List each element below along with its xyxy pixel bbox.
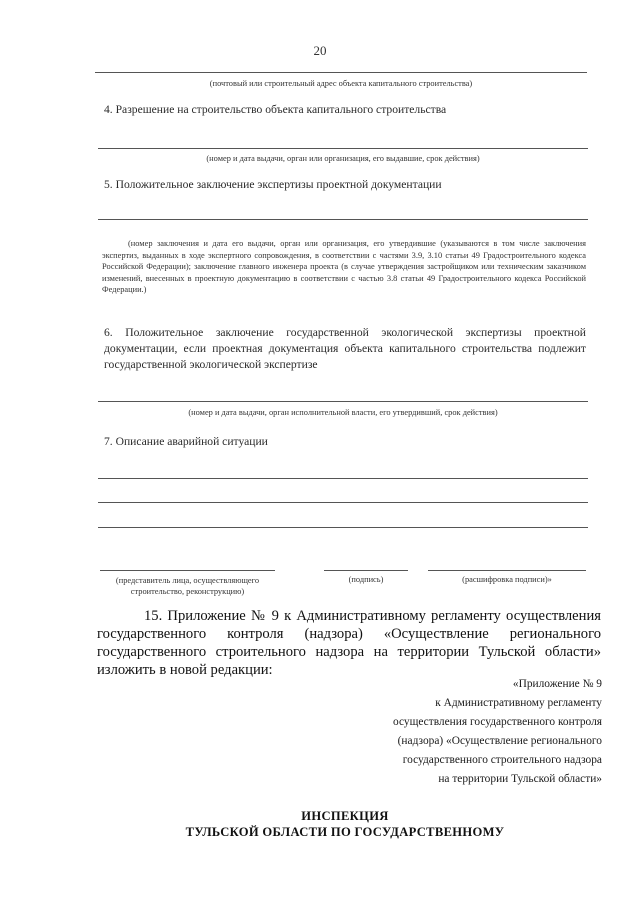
blank-line-emergency-2 [98, 502, 588, 503]
signature-line-sign [324, 570, 408, 571]
blank-line-emergency-3 [98, 527, 588, 528]
section-6-heading: 6. Положительное заключение государственной экологической экспертизы проектной документации, если проектная документация объекта капитального строительства подлежит государственной экологической экспертизе [104, 326, 586, 371]
title-line-2: ТУЛЬСКОЙ ОБЛАСТИ ПО ГОСУДАРСТВЕННОМУ [185, 825, 505, 839]
section-4-heading: 4. Разрешение на строительство объекта капитального строительства [104, 103, 447, 116]
signature-line-decoding [428, 570, 586, 571]
attachment-line: осуществления государственного контроля [392, 716, 602, 728]
blank-line-address [95, 72, 587, 73]
item-15-paragraph: 15. Приложение № 9 к Административному регламенту осуществления государственного контроля (надзора) «Осуществление регионального государственного строительного надзора на территории Тульской области» изложить в новой редакции: [97, 608, 601, 678]
attachment-line: на территории Тульской области» [438, 773, 602, 785]
blank-line-expertise [98, 219, 588, 220]
note-expertise: (номер заключения и дата его выдачи, орган или организация, его утвердившие (указываются в том числе заключения экспертиз, выданных в ходе экспертного сопровождения, в соответствии с частями 3.9, 3.10 статьи 49 Градостроительного кодекса Российской Федерации); заключение главного инженера проекта (в случае утверждения застройщиком или техническим заказчиком изменений, внесенных в проектную документацию в соответствии с частью 3.8 статьи 49 Градостроительного кодекса Российской Федерации.) [102, 239, 586, 295]
caption-representative: (представитель лица, осуществляющего строительство, реконструкцию) [115, 576, 260, 596]
caption-address: (почтовый или строительный адрес объекта капитального строительства) [209, 79, 473, 88]
signature-line-representative [100, 570, 275, 571]
attachment-line: к Административному регламенту [435, 697, 602, 709]
attachment-line: (надзора) «Осуществление регионального [397, 735, 602, 747]
page-number: 20 [313, 43, 327, 58]
blank-line-emergency-1 [98, 478, 588, 479]
title-line-1: ИНСПЕКЦИЯ [301, 809, 389, 823]
caption-decoding: (расшифровка подписи)» [462, 575, 552, 584]
section-7-heading: 7. Описание аварийной ситуации [104, 435, 268, 448]
blank-line-eco-expertise [98, 401, 588, 402]
attachment-block [300, 675, 602, 789]
caption-sign: (подпись) [348, 575, 384, 584]
blank-line-permit [98, 148, 588, 149]
caption-eco-expertise: (номер и дата выдачи, орган исполнительной власти, его утвердивший, срок действия) [188, 408, 498, 417]
attachment-line: государственного строительного надзора [402, 754, 602, 766]
section-5-heading: 5. Положительное заключение экспертизы проектной документации [104, 178, 442, 191]
attachment-line: «Приложение № 9 [512, 678, 602, 690]
caption-permit: (номер и дата выдачи, орган или организация, его выдавшие, срок действия) [206, 154, 480, 163]
